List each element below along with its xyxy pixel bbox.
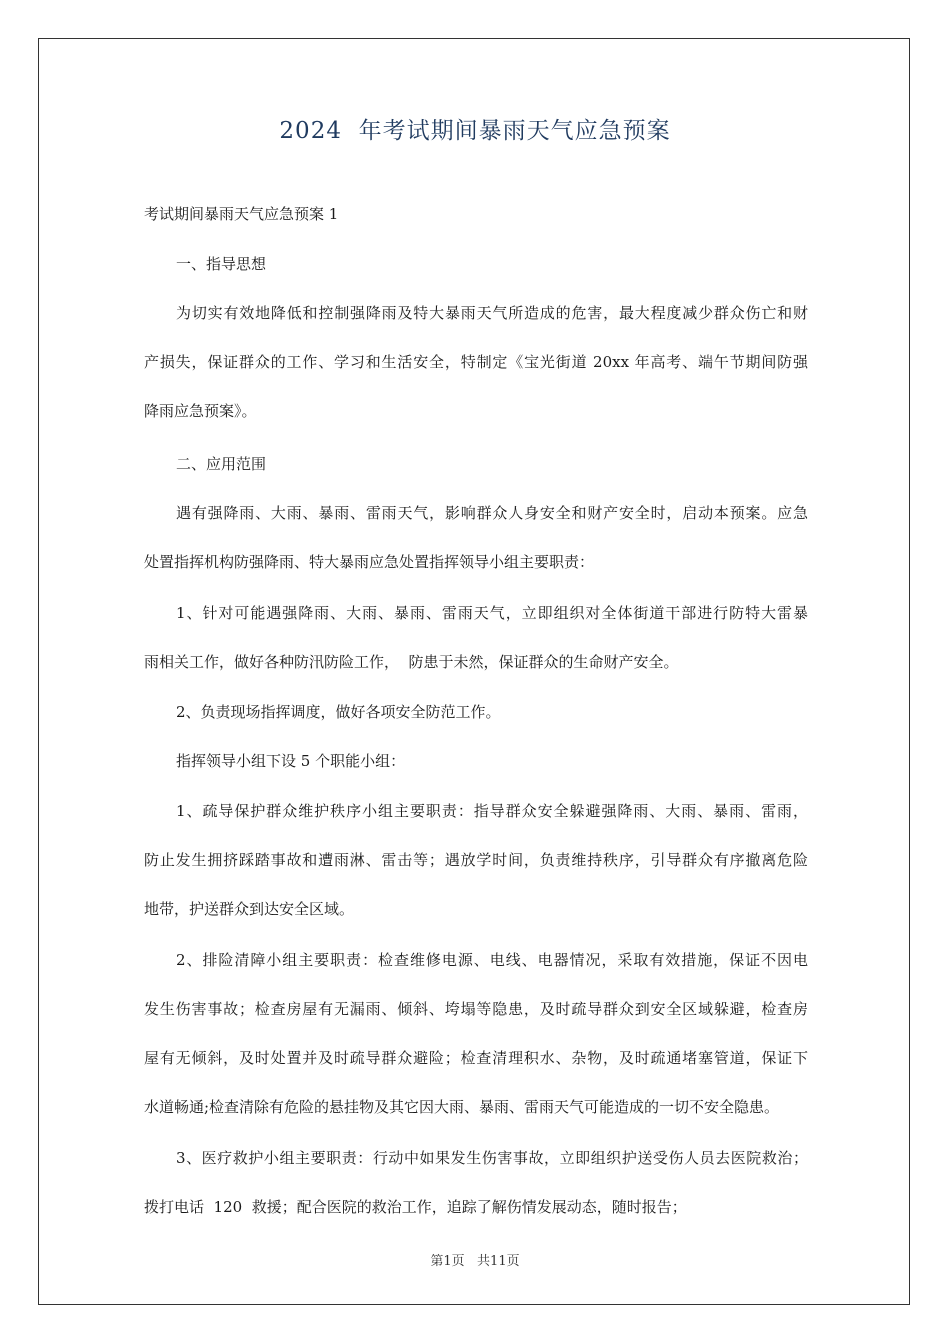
paragraph-line: 拨打电话 120 救援；配合医院的救治工作，追踪了解伤情发展动态，随时报告； bbox=[144, 1198, 687, 1216]
paragraph-line: 处置指挥机构防强降雨、特大暴雨应急处置指挥领导小组主要职责： bbox=[144, 553, 595, 571]
paragraph-line: 2、负责现场指挥调度，做好各项安全防范工作。 bbox=[176, 703, 501, 721]
section-heading bbox=[144, 190, 808, 239]
paragraph-line: 1、疏导保护群众维护秩序小组主要职责：指导群众安全躲避强降雨、大雨、暴雨、雷雨， bbox=[176, 802, 808, 820]
heading-text: 一、指导思想 bbox=[176, 255, 267, 273]
paragraph-line: 为切实有效地降低和控制强降雨及特大暴雨天气所造成的危害，最大程度减少群众伤亡和财 bbox=[176, 304, 808, 322]
paragraph-line: 地带，护送群众到达安全区域。 bbox=[144, 900, 355, 918]
paragraph-group-2 bbox=[144, 936, 808, 1132]
paragraph-scope bbox=[144, 489, 808, 587]
paragraph-groups-intro bbox=[144, 737, 808, 786]
paragraph-line: 发生伤害事故；检查房屋有无漏雨、倾斜、垮塌等隐患，及时疏导群众到安全区域躲避，检查房 bbox=[144, 1000, 808, 1018]
heading-guiding-principle bbox=[144, 240, 808, 289]
paragraph-line: 产损失，保证群众的工作、学习和生活安全，特制定《宝光街道 20xx 年高考、端午节期间防强 bbox=[144, 353, 808, 371]
paragraph-line: 防止发生拥挤踩踏事故和遭雨淋、雷击等；遇放学时间，负责维持秩序，引导群众有序撤离危险 bbox=[144, 851, 808, 869]
paragraph-group-3 bbox=[144, 1134, 808, 1232]
section-heading-text: 考试期间暴雨天气应急预案 1 bbox=[144, 205, 339, 223]
paragraph-purpose bbox=[144, 289, 808, 436]
paragraph-line: 指挥领导小组下设 5 个职能小组： bbox=[176, 752, 406, 770]
document-title: 2024 年考试期间暴雨天气应急预案 bbox=[279, 118, 671, 144]
paragraph-duty-2 bbox=[144, 688, 808, 737]
paragraph-line: 雨相关工作，做好各种防汛防险工作， 防患于未然，保证群众的生命财产安全。 bbox=[144, 653, 679, 671]
paragraph-line: 水道畅通;检查清除有危险的悬挂物及其它因大雨、暴雨、雷雨天气可能造成的一切不安全隐患。 bbox=[144, 1098, 780, 1116]
paragraph-duty-1 bbox=[144, 589, 808, 687]
paragraph-line: 屋有无倾斜，及时处置并及时疏导群众避险；检查清理积水、杂物，及时疏通堵塞管道，保证下 bbox=[144, 1049, 808, 1067]
paragraph-line: 1、针对可能遇强降雨、大雨、暴雨、雷雨天气，立即组织对全体街道干部进行防特大雷暴 bbox=[176, 604, 808, 622]
heading-scope bbox=[144, 440, 808, 489]
paragraph-line: 2、排险清障小组主要职责：检查维修电源、电线、电器情况，采取有效措施，保证不因电 bbox=[176, 951, 808, 969]
paragraph-line: 遇有强降雨、大雨、暴雨、雷雨天气，影响群众人身安全和财产安全时，启动本预案。应急 bbox=[176, 504, 808, 522]
page-number: 第1页 共11页 bbox=[430, 1254, 520, 1269]
paragraph-group-1 bbox=[144, 787, 808, 934]
paragraph-line: 3、医疗救护小组主要职责：行动中如果发生伤害事故，立即组织护送受伤人员去医院救治； bbox=[176, 1149, 808, 1167]
paragraph-line: 降雨应急预案》。 bbox=[144, 402, 257, 420]
heading-text: 二、应用范围 bbox=[176, 455, 267, 473]
